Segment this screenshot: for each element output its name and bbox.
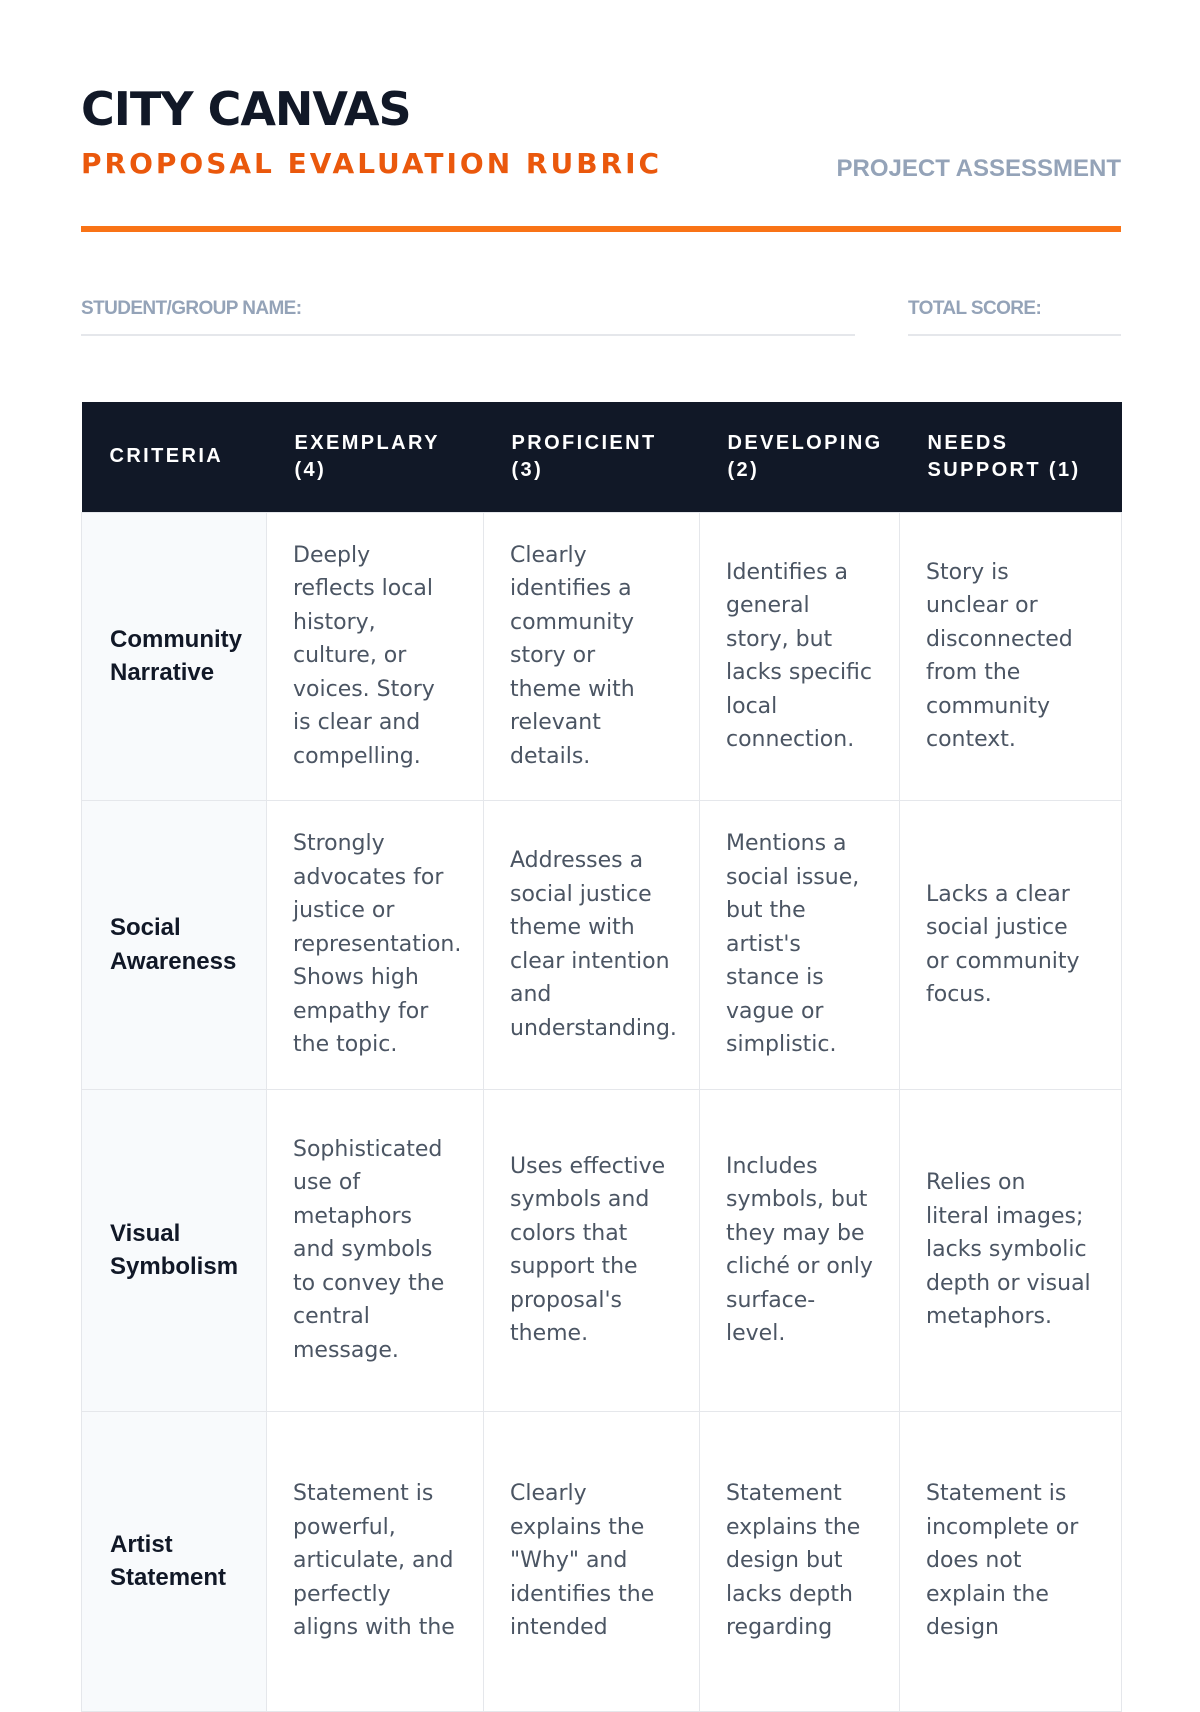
developing-cell: Identifies a general story, but lacks specific local connection. [700,512,900,800]
proficient-cell: Uses effective symbols and colors that support the proposal's theme. [484,1089,700,1411]
column-header-exemplary: EXEMPLARY (4) [267,402,484,512]
column-header-needs-support: NEEDS SUPPORT (1) [900,402,1122,512]
project-assessment-tag: PROJECT ASSESSMENT [836,155,1121,182]
page-header [81,0,1121,234]
criterion-cell: Social Awareness [82,800,267,1089]
rubric-table [81,402,1122,1712]
column-header-criteria: CRITERIA [82,402,267,512]
needs-support-cell: Story is unclear or disconnected from the community context. [900,512,1122,800]
table-row [82,1411,1122,1711]
table-row [82,512,1122,800]
criterion-cell: Artist Statement [82,1411,267,1711]
exemplary-cell: Deeply reflects local history, culture, or voices. Story is clear and compelling. [267,512,484,800]
needs-support-cell: Statement is incomplete or does not explain the design [900,1411,1122,1711]
page-subtitle: PROPOSAL EVALUATION RUBRIC [81,147,663,180]
total-score-field[interactable] [908,290,1121,336]
developing-cell: Mentions a social issue, but the artist's stance is vague or simplistic. [700,800,900,1089]
page-title: CITY CANVAS [81,82,411,136]
table-row [82,800,1122,1089]
rubric-page [81,0,1121,1641]
table-row [82,1089,1122,1411]
student-group-name-field[interactable] [81,290,855,336]
header-divider [81,226,1121,232]
needs-support-cell: Lacks a clear social justice or community focus. [900,800,1122,1089]
developing-cell: Includes symbols, but they may be cliché or only surface-level. [700,1089,900,1411]
column-header-proficient: PROFICIENT (3) [484,402,700,512]
needs-support-cell: Relies on literal images; lacks symbolic depth or visual metaphors. [900,1089,1122,1411]
criterion-cell: Visual Symbolism [82,1089,267,1411]
exemplary-cell: Sophisticated use of metaphors and symbols to convey the central message. [267,1089,484,1411]
criterion-cell: Community Narrative [82,512,267,800]
student-group-name-label: STUDENT/GROUP NAME: [81,298,302,319]
developing-cell: Statement explains the design but lacks depth regarding [700,1411,900,1711]
proficient-cell: Addresses a social justice theme with clear intention and understanding. [484,800,700,1089]
exemplary-cell: Statement is powerful, articulate, and perfectly aligns with the [267,1411,484,1711]
proficient-cell: Clearly explains the "Why" and identifies the intended [484,1411,700,1711]
column-header-developing: DEVELOPING (2) [700,402,900,512]
proficient-cell: Clearly identifies a community story or theme with relevant details. [484,512,700,800]
exemplary-cell: Strongly advocates for justice or representation. Shows high empathy for the topic. [267,800,484,1089]
total-score-label: TOTAL SCORE: [908,298,1042,319]
table-header-row [82,402,1122,512]
info-fields [81,290,1121,336]
